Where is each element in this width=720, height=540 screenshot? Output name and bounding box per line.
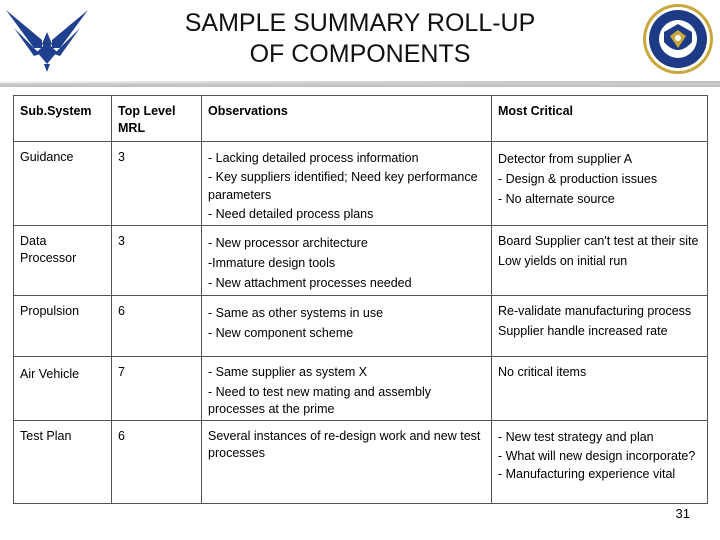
header-subsystem: Sub.System — [14, 96, 112, 142]
table-row — [14, 421, 708, 504]
subsystem-cell: Data Processor — [14, 226, 112, 296]
critical-cell — [492, 296, 708, 357]
observation-line: - Need detailed process plans — [208, 206, 374, 221]
critical-line: - Design & production issues — [498, 172, 658, 186]
observation-line: Several instances of re-design work and new test processes — [208, 429, 481, 460]
observations-cell — [202, 142, 492, 226]
observations-cell — [202, 296, 492, 357]
subsystem-cell — [14, 357, 112, 421]
header-most-critical: Most Critical — [492, 96, 708, 142]
title-line-1: SAMPLE SUMMARY ROLL-UP — [184, 9, 536, 37]
header-top-level-mrl: Top Level MRL — [112, 96, 202, 142]
observation-line: - Same supplier as system X — [208, 365, 368, 379]
critical-line: No critical items — [498, 365, 587, 379]
command-seal-logo — [640, 2, 716, 76]
critical-line: - New test strategy and plan — [498, 430, 654, 444]
critical-cell — [492, 142, 708, 226]
critical-cell — [492, 357, 708, 421]
critical-line: - What will new design incorporate? — [498, 448, 696, 463]
observation-line: - Key suppliers identified; Need key performance parameters — [208, 169, 478, 202]
observations-cell — [202, 421, 492, 504]
air-force-symbol-logo — [4, 4, 90, 74]
table-header-row — [14, 96, 708, 142]
table-row — [14, 296, 708, 357]
observation-line: - New processor architecture — [208, 236, 368, 250]
critical-line: Detector from supplier A — [498, 152, 633, 166]
mrl-cell: 6 — [112, 296, 202, 357]
mrl-cell: 3 — [112, 226, 202, 296]
critical-cell — [492, 421, 708, 504]
mrl-cell: 3 — [112, 142, 202, 226]
header-observations: Observations — [202, 96, 492, 142]
table-row — [14, 357, 708, 421]
table-row — [14, 226, 708, 296]
mrl-cell: 7 — [112, 357, 202, 421]
critical-line: Low yields on initial run — [498, 254, 628, 268]
subsystem-cell: Guidance — [14, 142, 112, 226]
title-divider — [0, 81, 720, 87]
summary-table — [13, 95, 708, 504]
critical-line: - No alternate source — [498, 192, 615, 206]
slide-title — [120, 8, 600, 70]
mrl-cell: 6 — [112, 421, 202, 504]
subsystem-label: Air Vehicle — [20, 367, 80, 381]
critical-line: Board Supplier can't test at their site — [498, 234, 699, 248]
observation-line: - Lacking detailed process information — [208, 151, 419, 165]
critical-line: Supplier handle increased rate — [498, 324, 668, 338]
observation-line: - New attachment processes needed — [208, 276, 412, 290]
observation-line: - Same as other systems in use — [208, 306, 384, 320]
subsystem-cell: Propulsion — [14, 296, 112, 357]
title-line-2: OF COMPONENTS — [249, 40, 471, 68]
observation-line: -Immature design tools — [208, 256, 336, 270]
table-row — [14, 142, 708, 226]
observations-cell — [202, 226, 492, 296]
observation-line: - Need to test new mating and assembly processes at the prime — [208, 385, 432, 416]
critical-line: - Manufacturing experience vital — [498, 467, 676, 481]
critical-line: Re-validate manufacturing process — [498, 304, 692, 318]
observation-line: - New component scheme — [208, 326, 354, 340]
critical-cell — [492, 226, 708, 296]
observations-cell — [202, 357, 492, 421]
page-number: 31 — [675, 506, 690, 521]
subsystem-cell: Test Plan — [14, 421, 112, 504]
